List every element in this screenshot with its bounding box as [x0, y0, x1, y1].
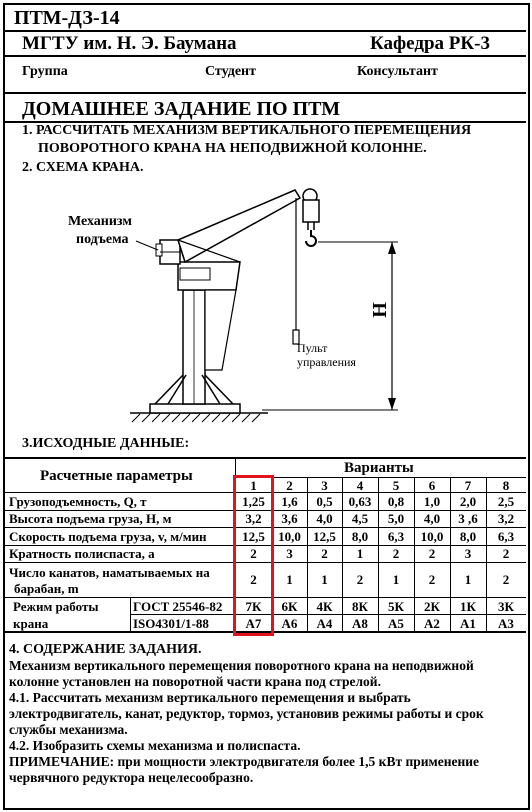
variant-number: 4 [356, 478, 364, 493]
table-cell: 1К [460, 599, 476, 614]
consultant-label: Консультант [357, 64, 438, 79]
remote-label: Пульт [297, 341, 328, 355]
content-heading: 4. СОДЕРЖАНИЕ ЗАДАНИЯ. [9, 642, 202, 657]
table-cell: 1,0 [423, 494, 441, 509]
row-label-ropes: барабан, m [14, 581, 79, 596]
table-cell: 10,0 [420, 529, 444, 544]
table-cell: 5,0 [387, 511, 405, 526]
table-cell: 1 [392, 572, 400, 587]
note-text: при мощности электродвигателя более 1,5 кВт применение червячного редуктора нецелесообразно. [9, 754, 480, 785]
table-cell: 4,0 [423, 511, 441, 526]
table-cell: 4,0 [316, 511, 333, 526]
table-cell: 4К [316, 599, 333, 614]
table-cell: 3,2 [497, 511, 515, 526]
task2-heading: 2. СХЕМА КРАНА. [22, 160, 144, 175]
table-cell: 1 [464, 572, 472, 587]
table-cell: 3К [498, 599, 514, 614]
table-cell: А5 [388, 616, 404, 631]
table-cell: 2 [250, 572, 257, 587]
doc-code: ПТМ-ДЗ-14 [14, 7, 120, 29]
table-cell: 3 [464, 546, 472, 561]
header-divider [5, 55, 526, 57]
mode-label: Режим работы [13, 599, 99, 614]
page-title: ДОМАШНЕЕ ЗАДАНИЕ ПО ПТМ [22, 98, 341, 120]
table-cell: 0,63 [348, 494, 372, 509]
student-label: Студент [205, 64, 256, 79]
variants-header: Варианты [344, 460, 414, 476]
variant-number: 2 [286, 478, 293, 493]
note [9, 754, 522, 786]
table-cell: 2 [428, 572, 436, 587]
row-label-speed: Скорость подъема груза, v, м/мин [9, 529, 207, 544]
table-cell: 3,2 [245, 511, 262, 526]
table-cell: А8 [352, 616, 368, 631]
table-cell: 7К [245, 599, 262, 614]
variant-number: 1 [250, 478, 257, 493]
table-cell: 6,3 [387, 529, 405, 544]
table-cell: А4 [316, 616, 333, 631]
table-line [130, 614, 526, 615]
row-label-height: Высота подъема груза, Н, м [9, 511, 172, 526]
table-cell: 0,5 [316, 494, 333, 509]
table-cell: 1,6 [281, 494, 298, 509]
table-cell: 1 [356, 546, 364, 561]
table-cell: 2 [428, 546, 436, 561]
table-cell: 2 [356, 572, 364, 587]
note-label: ПРИМЕЧАНИЕ: [9, 754, 115, 769]
variant-number: 6 [428, 478, 436, 493]
table-cell: 8,0 [351, 529, 369, 544]
table-cell: 5К [388, 599, 404, 614]
table-cell: 2,0 [459, 494, 477, 509]
mode-label: крана [13, 616, 49, 631]
table-cell: 2К [424, 599, 440, 614]
iso-label: ISO4301/1-88 [133, 616, 209, 631]
university-name: МГТУ им. Н. Э. Баумана [22, 33, 237, 54]
table-cell: 2 [502, 546, 510, 561]
table-cell: А2 [424, 616, 440, 631]
table-cell: 1 [286, 572, 293, 587]
content-section [9, 642, 522, 786]
table-cell: 3 ,6 [458, 511, 478, 526]
table-cell: 12,5 [313, 529, 336, 544]
variant-highlight [233, 475, 274, 636]
table-cell: 6К [281, 599, 298, 614]
param-header: Расчетные параметры [40, 468, 193, 484]
table-cell: 8,0 [459, 529, 477, 544]
task3-heading: 3.ИСХОДНЫЕ ДАННЫЕ: [22, 436, 190, 451]
table-cell: 2 [321, 546, 328, 561]
header-divider [5, 92, 526, 94]
variant-number: 5 [392, 478, 400, 493]
row-label-capacity: Грузоподъемность, Q, т [9, 494, 147, 509]
content-paragraph: 4.1. Рассчитать механизм вертикального перемещения и выбрать электродвигатель, канат, редуктор, тормоз, установив режимы работы и срок службы механизма. [9, 690, 484, 737]
table-cell: 12,5 [242, 529, 265, 544]
table-cell: А3 [498, 616, 514, 631]
table-cell: 3 [286, 546, 293, 561]
group-label: Группа [22, 64, 68, 79]
table-cell: 0,8 [387, 494, 405, 509]
table-cell: 2 [502, 572, 510, 587]
task1-line2: ПОВОРОТНОГО КРАНА НА НЕПОДВИЖНОЙ КОЛОННЕ. [38, 141, 427, 156]
table-cell: 2 [250, 546, 257, 561]
mechanism-label: подъема [76, 232, 129, 247]
variant-number: 8 [502, 478, 510, 493]
table-cell: А1 [460, 616, 476, 631]
variant-number: 7 [464, 478, 472, 493]
table-cell: 2,5 [497, 494, 515, 509]
table-cell: 8К [352, 599, 368, 614]
table-cell: 2 [392, 546, 400, 561]
gost-label: ГОСТ 25546-82 [133, 600, 223, 614]
variant-number: 3 [321, 478, 328, 493]
department-name: Кафедра РК-3 [370, 33, 490, 54]
table-line [235, 477, 526, 478]
table-cell: 1,25 [242, 494, 265, 509]
content-paragraph: 4.2. Изобразить схемы механизма и полиспаста. [9, 738, 301, 753]
table-vline [130, 597, 131, 632]
table-cell: А6 [281, 616, 298, 631]
content-paragraph: Механизм вертикального перемещения поворотного крана на неподвижной колонне установлен на поворотной части крана под стрелой. [9, 658, 474, 689]
table-cell: 1 [321, 572, 328, 587]
table-cell: 6,3 [497, 529, 515, 544]
task1-line1: 1. РАССЧИТАТЬ МЕХАНИЗМ ВЕРТИКАЛЬНОГО ПЕРЕМЕЩЕНИЯ [22, 123, 472, 138]
table-border [5, 457, 526, 459]
header-divider [5, 30, 526, 32]
row-label-multiplicity: Кратность полиспаста, а [9, 546, 155, 561]
row-label-ropes: Число канатов, наматываемых на [9, 566, 210, 580]
table-cell: А7 [245, 616, 262, 631]
table-cell: 3,6 [281, 511, 298, 526]
ground-hatch [132, 414, 260, 422]
table-cell: 4,5 [351, 511, 369, 526]
table-cell: 10,0 [278, 529, 301, 544]
remote-label: управления [297, 355, 356, 369]
height-label: Н [368, 302, 391, 318]
mechanism-label: Механизм [68, 214, 132, 229]
